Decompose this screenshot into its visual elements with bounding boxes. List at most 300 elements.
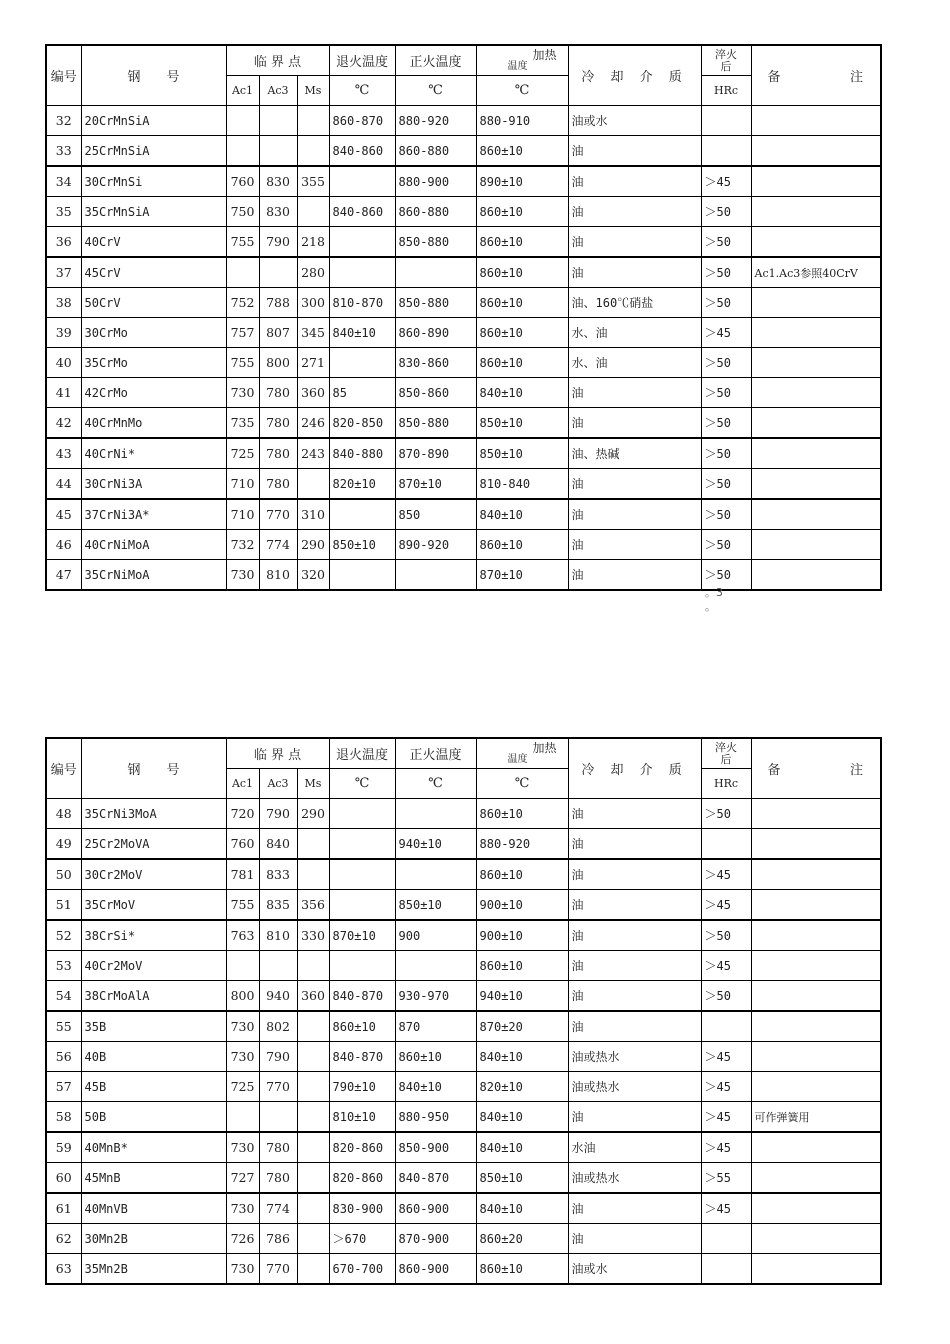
row-grade: 30Cr2MoV <box>81 859 226 890</box>
header-remark <box>751 738 881 799</box>
row-normalize: 880-920 <box>395 106 476 136</box>
row-ac3: 830 <box>259 197 297 227</box>
row-ac1 <box>226 136 259 167</box>
row-grade: 35B <box>81 1011 226 1042</box>
row-remark <box>751 166 881 197</box>
row-normalize: 860-890 <box>395 318 476 348</box>
row-anneal: 840-860 <box>329 136 395 167</box>
header-no: 编号 <box>46 738 81 799</box>
row-cooling: 油 <box>568 560 701 591</box>
row-ac1: 710 <box>226 469 259 500</box>
row-grade: 30CrMo <box>81 318 226 348</box>
row-anneal <box>329 951 395 981</box>
row-cooling: 油 <box>568 499 701 530</box>
row-ac3: 840 <box>259 829 297 860</box>
row-hrc: ＞50 <box>701 981 751 1012</box>
row-ms <box>297 1254 329 1285</box>
row-ac1: 710 <box>226 499 259 530</box>
row-grade: 35CrNi3MoA <box>81 799 226 829</box>
row-heat: 840±10 <box>476 1042 568 1072</box>
header-ac1: Ac1 <box>226 769 259 799</box>
row-ms: 310 <box>297 499 329 530</box>
row-normalize: 840-870 <box>395 1163 476 1194</box>
row-ms: 271 <box>297 348 329 378</box>
row-ac3: 800 <box>259 348 297 378</box>
table-row <box>46 1042 881 1072</box>
row-ac3: 786 <box>259 1224 297 1254</box>
row-ac1: 763 <box>226 920 259 951</box>
row-hrc: ＞50 <box>701 920 751 951</box>
row-grade: 35CrMoV <box>81 890 226 921</box>
row-no: 56 <box>46 1042 81 1072</box>
row-cooling: 油或水 <box>568 106 701 136</box>
header-hrc <box>701 45 751 76</box>
row-ms <box>297 1102 329 1133</box>
table-row <box>46 981 881 1012</box>
row-grade: 30CrNi3A <box>81 469 226 500</box>
table-row <box>46 1102 881 1133</box>
row-grade: 35CrNiMoA <box>81 560 226 591</box>
row-normalize: 870±10 <box>395 469 476 500</box>
table-row <box>46 106 881 136</box>
row-ac3: 770 <box>259 1072 297 1102</box>
row-ms: 290 <box>297 799 329 829</box>
row-grade: 42CrMo <box>81 378 226 408</box>
row-anneal <box>329 859 395 890</box>
row-cooling: 油 <box>568 1102 701 1133</box>
row-normalize: 840±10 <box>395 1072 476 1102</box>
row-hrc <box>701 136 751 167</box>
header-remark-right: 注 <box>850 70 864 85</box>
header-heat-top: 加热 <box>532 740 557 755</box>
row-no: 52 <box>46 920 81 951</box>
row-remark <box>751 438 881 469</box>
row-no: 58 <box>46 1102 81 1133</box>
table-row <box>46 469 881 500</box>
row-hrc: ＞45 <box>701 166 751 197</box>
row-ac1 <box>226 257 259 288</box>
row-ac1: 730 <box>226 378 259 408</box>
row-hrc: ＞50 <box>701 469 751 500</box>
row-anneal <box>329 499 395 530</box>
row-ac3: 780 <box>259 1163 297 1194</box>
row-heat: 890±10 <box>476 166 568 197</box>
row-cooling: 油 <box>568 951 701 981</box>
row-ac1: 732 <box>226 530 259 560</box>
row-normalize: 860-900 <box>395 1193 476 1224</box>
row-ac1: 752 <box>226 288 259 318</box>
row-remark <box>751 829 881 860</box>
row-no: 48 <box>46 799 81 829</box>
table-row <box>46 859 881 890</box>
table-row <box>46 920 881 951</box>
row-cooling: 油 <box>568 227 701 258</box>
header-anneal-unit: ℃ <box>329 76 395 106</box>
row-heat: 840±10 <box>476 499 568 530</box>
row-ac3: 810 <box>259 920 297 951</box>
header-anneal: 退火温度 <box>329 738 395 769</box>
row-ac3: 780 <box>259 408 297 439</box>
row-heat: 810-840 <box>476 469 568 500</box>
row-ac3: 835 <box>259 890 297 921</box>
table-row <box>46 829 881 860</box>
row-cooling: 油 <box>568 136 701 167</box>
row-heat: 860±10 <box>476 859 568 890</box>
row-heat: 860±10 <box>476 318 568 348</box>
table-row <box>46 408 881 439</box>
row-no: 59 <box>46 1132 81 1163</box>
row-normalize: 860-880 <box>395 197 476 227</box>
row-anneal <box>329 227 395 258</box>
row-ac1: 730 <box>226 1254 259 1285</box>
row-ms <box>297 1042 329 1072</box>
row-cooling: 油 <box>568 799 701 829</box>
row-anneal <box>329 829 395 860</box>
row-ms <box>297 136 329 167</box>
row-cooling: 油 <box>568 829 701 860</box>
row-ac1: 730 <box>226 560 259 591</box>
row-remark <box>751 1072 881 1102</box>
row-anneal: 670-700 <box>329 1254 395 1285</box>
row-cooling: 水、油 <box>568 348 701 378</box>
row-hrc: ＞50 <box>701 378 751 408</box>
row-hrc: ＞50 <box>701 438 751 469</box>
row-cooling: 油或热水 <box>568 1072 701 1102</box>
row-hrc: ＞45 <box>701 1042 751 1072</box>
row-heat: 860±10 <box>476 227 568 258</box>
row-no: 53 <box>46 951 81 981</box>
row-grade: 20CrMnSiA <box>81 106 226 136</box>
row-cooling: 油 <box>568 1224 701 1254</box>
row-heat: 820±10 <box>476 1072 568 1102</box>
row-grade: 35CrMo <box>81 348 226 378</box>
row-ac1 <box>226 106 259 136</box>
row-anneal: 860-870 <box>329 106 395 136</box>
table-header <box>46 738 881 769</box>
table-row <box>46 499 881 530</box>
row-anneal: 820-860 <box>329 1132 395 1163</box>
row-normalize: 850-900 <box>395 1132 476 1163</box>
header-remark-right: 注 <box>850 763 864 778</box>
row-no: 62 <box>46 1224 81 1254</box>
row-anneal: 840-870 <box>329 981 395 1012</box>
row-ac3: 833 <box>259 859 297 890</box>
row-normalize: 870 <box>395 1011 476 1042</box>
row-cooling: 油 <box>568 1011 701 1042</box>
row-grade: 35CrMnSiA <box>81 197 226 227</box>
header-grade: 钢 号 <box>81 738 226 799</box>
row-remark <box>751 859 881 890</box>
row-heat: 900±10 <box>476 920 568 951</box>
row-cooling: 油或水 <box>568 1254 701 1285</box>
row-hrc <box>701 1224 751 1254</box>
row-normalize: 850-880 <box>395 288 476 318</box>
table-row <box>46 951 881 981</box>
stray-marks <box>705 586 723 614</box>
row-ac1 <box>226 1102 259 1133</box>
row-grade: 35Mn2B <box>81 1254 226 1285</box>
row-heat: 860±10 <box>476 530 568 560</box>
row-grade: 38CrMoAlA <box>81 981 226 1012</box>
header-normalize-unit: ℃ <box>395 76 476 106</box>
header-no: 编号 <box>46 45 81 106</box>
row-normalize: 870-890 <box>395 438 476 469</box>
row-hrc: ＞50 <box>701 227 751 258</box>
row-normalize: 850±10 <box>395 890 476 921</box>
row-anneal: 85 <box>329 378 395 408</box>
row-remark <box>751 288 881 318</box>
row-ac1: 725 <box>226 438 259 469</box>
header-anneal: 退火温度 <box>329 45 395 76</box>
row-cooling: 油、160℃硝盐 <box>568 288 701 318</box>
row-heat: 860±10 <box>476 951 568 981</box>
header-heat-unit: ℃ <box>476 769 568 799</box>
row-ac3: 810 <box>259 560 297 591</box>
row-hrc <box>701 829 751 860</box>
row-ac1: 720 <box>226 799 259 829</box>
row-anneal: 840-880 <box>329 438 395 469</box>
row-hrc <box>701 1254 751 1285</box>
row-hrc: ＞55 <box>701 1163 751 1194</box>
row-remark <box>751 227 881 258</box>
row-normalize: 850-880 <box>395 408 476 439</box>
row-ms: 300 <box>297 288 329 318</box>
row-hrc: ＞50 <box>701 530 751 560</box>
row-remark <box>751 890 881 921</box>
row-ms: 246 <box>297 408 329 439</box>
row-ms: 345 <box>297 318 329 348</box>
row-normalize <box>395 560 476 591</box>
row-no: 40 <box>46 348 81 378</box>
header-cooling: 冷 却 介 质 <box>568 45 701 106</box>
header-heat-bottom: 温度 <box>507 753 528 765</box>
row-remark <box>751 1254 881 1285</box>
row-anneal <box>329 890 395 921</box>
row-cooling: 水、油 <box>568 318 701 348</box>
row-no: 45 <box>46 499 81 530</box>
row-normalize: 850-860 <box>395 378 476 408</box>
row-heat: 850±10 <box>476 408 568 439</box>
row-remark <box>751 1011 881 1042</box>
table-row <box>46 318 881 348</box>
header-ms: Ms <box>297 769 329 799</box>
row-ms: 280 <box>297 257 329 288</box>
row-anneal: 820-860 <box>329 1163 395 1194</box>
row-no: 32 <box>46 106 81 136</box>
row-heat: 870±20 <box>476 1011 568 1042</box>
row-cooling: 油 <box>568 408 701 439</box>
row-anneal: ＞670 <box>329 1224 395 1254</box>
row-heat: 850±10 <box>476 1163 568 1194</box>
table-row <box>46 378 881 408</box>
header-heat-unit: ℃ <box>476 76 568 106</box>
table-row <box>46 136 881 167</box>
row-hrc: ＞50 <box>701 799 751 829</box>
row-ac3: 774 <box>259 530 297 560</box>
row-no: 51 <box>46 890 81 921</box>
row-heat: 860±10 <box>476 257 568 288</box>
row-anneal: 820-850 <box>329 408 395 439</box>
row-grade: 50CrV <box>81 288 226 318</box>
row-cooling: 油 <box>568 378 701 408</box>
row-normalize: 860±10 <box>395 1042 476 1072</box>
row-grade: 40CrMnMo <box>81 408 226 439</box>
row-remark <box>751 106 881 136</box>
row-hrc: ＞45 <box>701 951 751 981</box>
row-ms <box>297 1163 329 1194</box>
row-no: 36 <box>46 227 81 258</box>
row-anneal: 820±10 <box>329 469 395 500</box>
row-ac3: 788 <box>259 288 297 318</box>
row-cooling: 水油 <box>568 1132 701 1163</box>
row-heat: 840±10 <box>476 378 568 408</box>
header-heat <box>476 738 568 769</box>
row-remark: 可作弹簧用 <box>751 1102 881 1133</box>
row-no: 39 <box>46 318 81 348</box>
row-anneal: 850±10 <box>329 530 395 560</box>
steel-table-2 <box>45 737 882 1285</box>
table-row <box>46 1011 881 1042</box>
row-cooling: 油 <box>568 920 701 951</box>
row-ac3: 780 <box>259 469 297 500</box>
header-hrc <box>701 738 751 769</box>
row-ac3: 770 <box>259 1254 297 1285</box>
row-no: 46 <box>46 530 81 560</box>
header-ac1: Ac1 <box>226 76 259 106</box>
row-grade: 30Mn2B <box>81 1224 226 1254</box>
header-hrc-top: 淬火 <box>715 740 738 754</box>
row-normalize: 850-880 <box>395 227 476 258</box>
row-cooling: 油、热碱 <box>568 438 701 469</box>
row-anneal: 790±10 <box>329 1072 395 1102</box>
row-grade: 30CrMnSi <box>81 166 226 197</box>
row-ac1: 735 <box>226 408 259 439</box>
row-grade: 37CrNi3A* <box>81 499 226 530</box>
header-cooling: 冷 却 介 质 <box>568 738 701 799</box>
row-ac3: 780 <box>259 378 297 408</box>
row-hrc: ＞50 <box>701 257 751 288</box>
row-normalize: 860-880 <box>395 136 476 167</box>
row-no: 38 <box>46 288 81 318</box>
row-grade: 40MnVB <box>81 1193 226 1224</box>
row-no: 44 <box>46 469 81 500</box>
row-hrc: ＞50 <box>701 499 751 530</box>
row-cooling: 油 <box>568 166 701 197</box>
header-remark-left: 备 <box>767 70 781 85</box>
table-row <box>46 799 881 829</box>
row-ms: 355 <box>297 166 329 197</box>
row-ms <box>297 1011 329 1042</box>
row-heat: 860±20 <box>476 1224 568 1254</box>
header-heat-top: 加热 <box>532 47 557 62</box>
row-heat: 850±10 <box>476 438 568 469</box>
row-normalize: 880-950 <box>395 1102 476 1133</box>
row-heat: 860±10 <box>476 288 568 318</box>
row-normalize <box>395 859 476 890</box>
row-remark: Ac1.Ac3参照40CrV <box>751 257 881 288</box>
header-hrc-mid: 后 <box>720 752 732 766</box>
row-ac3: 940 <box>259 981 297 1012</box>
row-ms: 243 <box>297 438 329 469</box>
header-ac3: Ac3 <box>259 769 297 799</box>
row-ms <box>297 106 329 136</box>
row-grade: 45B <box>81 1072 226 1102</box>
row-ac3: 780 <box>259 438 297 469</box>
table-row <box>46 530 881 560</box>
row-remark <box>751 197 881 227</box>
header-ac3: Ac3 <box>259 76 297 106</box>
header-ms: Ms <box>297 76 329 106</box>
row-ac3 <box>259 1102 297 1133</box>
row-normalize: 850 <box>395 499 476 530</box>
row-no: 55 <box>46 1011 81 1042</box>
row-anneal: 870±10 <box>329 920 395 951</box>
row-anneal <box>329 257 395 288</box>
steel-table-1 <box>45 44 882 591</box>
row-hrc: ＞50 <box>701 408 751 439</box>
row-remark <box>751 499 881 530</box>
row-ac1: 725 <box>226 1072 259 1102</box>
row-no: 33 <box>46 136 81 167</box>
row-ms <box>297 1224 329 1254</box>
row-no: 61 <box>46 1193 81 1224</box>
row-normalize <box>395 951 476 981</box>
row-anneal: 830-900 <box>329 1193 395 1224</box>
row-no: 34 <box>46 166 81 197</box>
row-heat: 940±10 <box>476 981 568 1012</box>
row-cooling: 油 <box>568 469 701 500</box>
row-ms <box>297 829 329 860</box>
row-remark <box>751 920 881 951</box>
row-ac1: 755 <box>226 348 259 378</box>
header-grade: 钢 号 <box>81 45 226 106</box>
row-remark <box>751 348 881 378</box>
row-anneal: 860±10 <box>329 1011 395 1042</box>
row-ms <box>297 197 329 227</box>
header-hrc-unit: HRc <box>701 769 751 799</box>
row-normalize: 940±10 <box>395 829 476 860</box>
row-heat: 860±10 <box>476 348 568 378</box>
table-row <box>46 1254 881 1285</box>
row-ac3: 780 <box>259 1132 297 1163</box>
header-heat-bottom: 温度 <box>507 60 528 72</box>
row-ac1: 800 <box>226 981 259 1012</box>
row-hrc: ＞50 <box>701 560 751 591</box>
row-hrc: ＞45 <box>701 859 751 890</box>
row-grade: 25Cr2MoVA <box>81 829 226 860</box>
table-row <box>46 560 881 591</box>
row-hrc: ＞45 <box>701 1102 751 1133</box>
header-normalize-unit: ℃ <box>395 769 476 799</box>
stray-dot: 。 <box>705 600 716 613</box>
row-cooling: 油 <box>568 530 701 560</box>
row-normalize: 890-920 <box>395 530 476 560</box>
row-ac1: 726 <box>226 1224 259 1254</box>
row-heat: 840±10 <box>476 1193 568 1224</box>
row-ac3: 830 <box>259 166 297 197</box>
row-no: 47 <box>46 560 81 591</box>
row-remark <box>751 799 881 829</box>
row-hrc: ＞45 <box>701 1072 751 1102</box>
row-ms: 360 <box>297 378 329 408</box>
row-ms: 360 <box>297 981 329 1012</box>
row-remark <box>751 1132 881 1163</box>
table-row <box>46 1072 881 1102</box>
row-no: 37 <box>46 257 81 288</box>
row-cooling: 油 <box>568 890 701 921</box>
row-ms <box>297 1072 329 1102</box>
table-row <box>46 438 881 469</box>
